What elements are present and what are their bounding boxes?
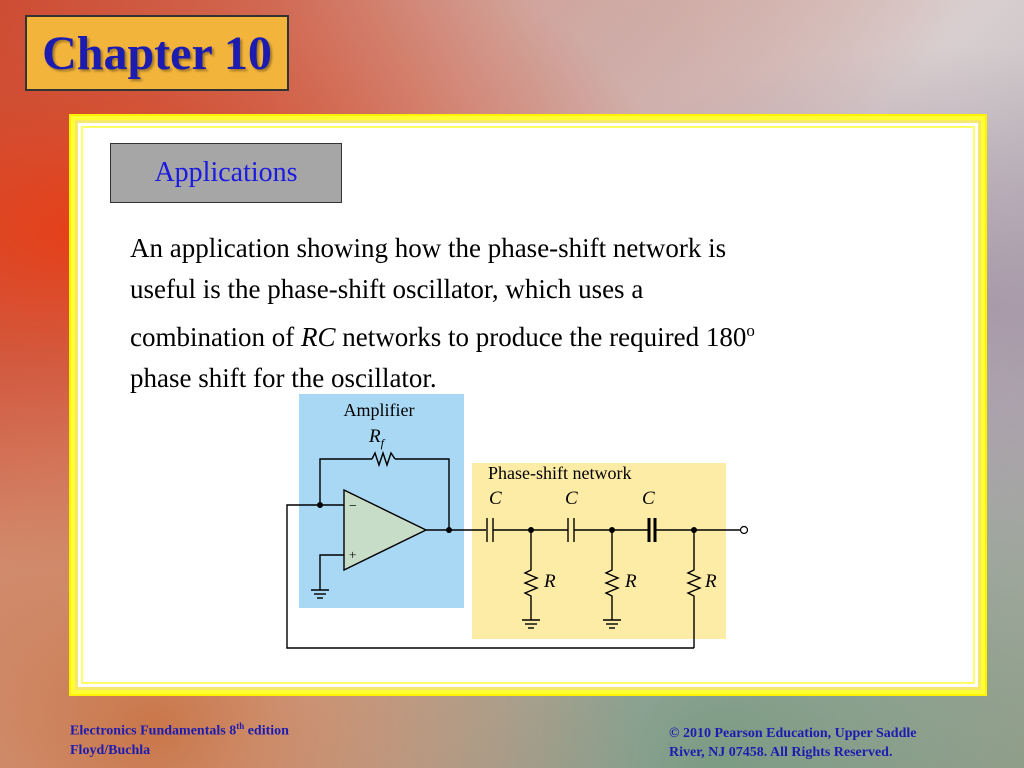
rc-italic: RC [300, 322, 336, 352]
body-line-2: useful is the phase-shift oscillator, which uses a [130, 274, 644, 304]
degree-superscript: o [746, 321, 755, 340]
footer-edition-sup: th [236, 721, 245, 731]
phase-shift-network-region [472, 463, 726, 639]
body-line-4: phase shift for the oscillator. [130, 363, 437, 393]
rf-subscript: f [380, 436, 384, 450]
network-label: Phase-shift network [488, 463, 632, 483]
footer-copyright-line-2: River, NJ 07458. All Rights Reserved. [669, 745, 893, 760]
resistor-2-label: R [625, 571, 637, 592]
amplifier-label: Amplifier [343, 400, 415, 420]
capacitor-2-label: C [565, 488, 578, 509]
minus-sign: − [349, 499, 357, 514]
resistor-1-label: R [544, 571, 556, 592]
footer-copyright-line-1: © 2010 Pearson Education, Upper Saddle [669, 726, 917, 741]
capacitor-3-label: C [642, 488, 655, 509]
junction-dot-inverting [317, 502, 323, 508]
junction-dot-output [446, 527, 452, 533]
body-line-3-post: networks to produce the required 180 [335, 322, 747, 352]
amplifier-region [299, 394, 464, 608]
junction-dot-r2 [609, 527, 615, 533]
footer-authors: Floyd/Buchla [70, 742, 151, 758]
chapter-title: Chapter 10 [42, 26, 272, 80]
resistor-3-label: R [705, 571, 717, 592]
rf-main: R [369, 426, 381, 447]
section-heading: Applications [154, 157, 298, 188]
footer-copyright [669, 724, 916, 762]
body-line-1: An application showing how the phase-shift network is [130, 233, 727, 263]
junction-dot-r1 [528, 527, 534, 533]
footer-edition-text: edition [244, 723, 289, 739]
plus-sign: + [349, 547, 357, 562]
footer-book-info [70, 717, 289, 760]
capacitor-1-label: C [489, 488, 502, 509]
output-terminal [741, 527, 748, 534]
junction-dot-r3 [691, 527, 697, 533]
footer-book-title-text: Electronics Fundamentals 8 [70, 723, 237, 739]
body-line-3-pre: combination of [130, 322, 301, 352]
footer-book-title [70, 717, 289, 741]
